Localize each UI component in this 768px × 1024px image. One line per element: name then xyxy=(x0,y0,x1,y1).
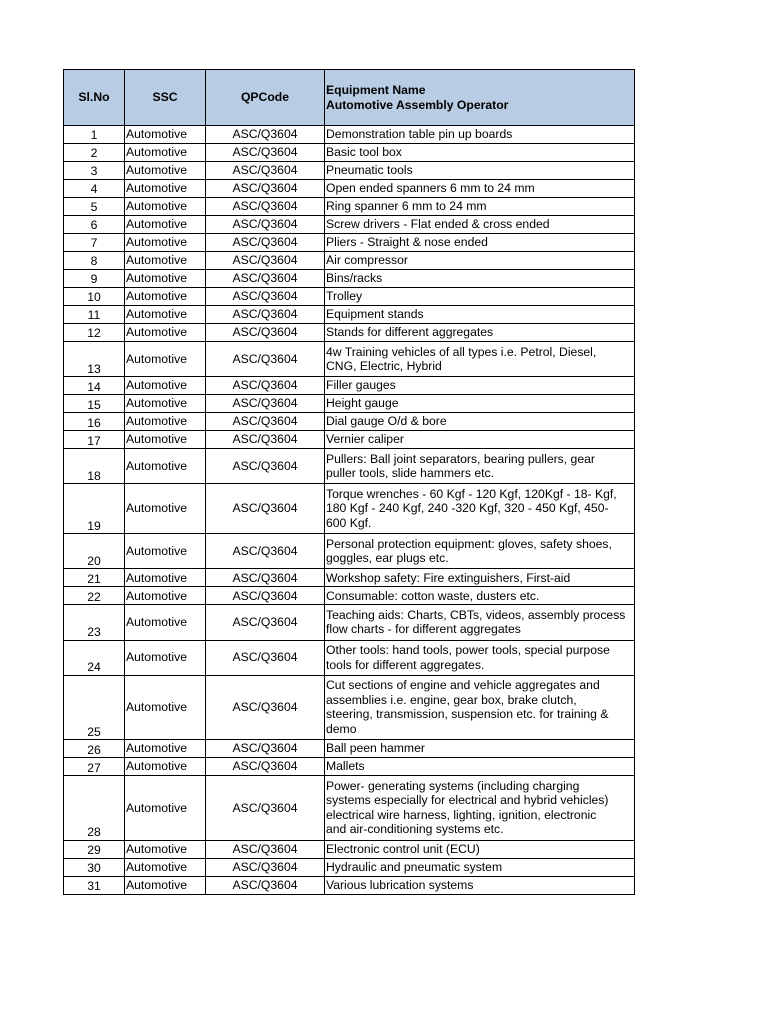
cell-slno: 20 xyxy=(64,534,125,569)
cell-slno: 14 xyxy=(64,377,125,395)
table-row xyxy=(64,306,635,324)
cell-qpcode: ASC/Q3604 xyxy=(206,858,325,876)
cell-slno: 17 xyxy=(64,431,125,449)
table-row xyxy=(64,144,635,162)
table-row xyxy=(64,640,635,675)
table-row xyxy=(64,198,635,216)
cell-ssc: Automotive xyxy=(125,162,206,180)
table-row xyxy=(64,534,635,569)
cell-qpcode: ASC/Q3604 xyxy=(206,270,325,288)
cell-qpcode: ASC/Q3604 xyxy=(206,587,325,605)
cell-qpcode: ASC/Q3604 xyxy=(206,449,325,484)
cell-equipment: Teaching aids: Charts, CBTs, videos, assembly process flow charts - for different aggregates xyxy=(325,605,635,640)
cell-equipment: Bins/racks xyxy=(325,270,635,288)
cell-equipment: Workshop safety: Fire extinguishers, First-aid xyxy=(325,569,635,587)
cell-equipment: Demonstration table pin up boards xyxy=(325,126,635,144)
cell-slno: 24 xyxy=(64,640,125,675)
table-row xyxy=(64,270,635,288)
table-row xyxy=(64,288,635,306)
cell-qpcode: ASC/Q3604 xyxy=(206,288,325,306)
cell-slno: 12 xyxy=(64,324,125,342)
cell-qpcode: ASC/Q3604 xyxy=(206,640,325,675)
cell-slno: 18 xyxy=(64,449,125,484)
table-row xyxy=(64,431,635,449)
cell-slno: 22 xyxy=(64,587,125,605)
cell-slno: 27 xyxy=(64,758,125,776)
header-equipment xyxy=(325,70,635,126)
cell-equipment: Trolley xyxy=(325,288,635,306)
cell-qpcode: ASC/Q3604 xyxy=(206,675,325,739)
cell-slno: 13 xyxy=(64,342,125,377)
cell-qpcode: ASC/Q3604 xyxy=(206,569,325,587)
cell-ssc: Automotive xyxy=(125,758,206,776)
table-row xyxy=(64,449,635,484)
cell-equipment: Other tools: hand tools, power tools, special purpose tools for different aggregates. xyxy=(325,640,635,675)
cell-equipment: Open ended spanners 6 mm to 24 mm xyxy=(325,180,635,198)
cell-ssc: Automotive xyxy=(125,306,206,324)
cell-qpcode: ASC/Q3604 xyxy=(206,144,325,162)
cell-qpcode: ASC/Q3604 xyxy=(206,126,325,144)
cell-slno: 15 xyxy=(64,395,125,413)
cell-qpcode: ASC/Q3604 xyxy=(206,252,325,270)
cell-ssc: Automotive xyxy=(125,413,206,431)
cell-equipment: Torque wrenches - 60 Kgf - 120 Kgf, 120Kgf - 18- Kgf, 180 Kgf - 240 Kgf, 240 -320 Kgf, 320 - 450 Kgf, 450- 600 Kgf. xyxy=(325,484,635,534)
cell-equipment: Mallets xyxy=(325,758,635,776)
cell-equipment: Basic tool box xyxy=(325,144,635,162)
table-row xyxy=(64,377,635,395)
cell-qpcode: ASC/Q3604 xyxy=(206,484,325,534)
cell-ssc: Automotive xyxy=(125,395,206,413)
cell-slno: 3 xyxy=(64,162,125,180)
cell-ssc: Automotive xyxy=(125,270,206,288)
cell-qpcode: ASC/Q3604 xyxy=(206,377,325,395)
cell-qpcode: ASC/Q3604 xyxy=(206,413,325,431)
cell-equipment: Dial gauge O/d & bore xyxy=(325,413,635,431)
table-row xyxy=(64,234,635,252)
cell-qpcode: ASC/Q3604 xyxy=(206,180,325,198)
cell-slno: 21 xyxy=(64,569,125,587)
cell-equipment: Hydraulic and pneumatic system xyxy=(325,858,635,876)
cell-qpcode: ASC/Q3604 xyxy=(206,534,325,569)
table-row xyxy=(64,840,635,858)
cell-equipment: Pneumatic tools xyxy=(325,162,635,180)
cell-slno: 29 xyxy=(64,840,125,858)
cell-slno: 31 xyxy=(64,876,125,894)
table-row xyxy=(64,605,635,640)
cell-ssc: Automotive xyxy=(125,234,206,252)
cell-qpcode: ASC/Q3604 xyxy=(206,234,325,252)
cell-slno: 23 xyxy=(64,605,125,640)
table-row xyxy=(64,484,635,534)
cell-qpcode: ASC/Q3604 xyxy=(206,876,325,894)
cell-slno: 10 xyxy=(64,288,125,306)
cell-ssc: Automotive xyxy=(125,876,206,894)
table-row xyxy=(64,675,635,739)
table-row xyxy=(64,216,635,234)
table-row xyxy=(64,740,635,758)
cell-ssc: Automotive xyxy=(125,252,206,270)
table-row xyxy=(64,324,635,342)
cell-equipment: Personal protection equipment: gloves, safety shoes, goggles, ear plugs etc. xyxy=(325,534,635,569)
cell-slno: 4 xyxy=(64,180,125,198)
cell-slno: 2 xyxy=(64,144,125,162)
cell-slno: 28 xyxy=(64,776,125,840)
cell-slno: 16 xyxy=(64,413,125,431)
cell-ssc: Automotive xyxy=(125,449,206,484)
cell-qpcode: ASC/Q3604 xyxy=(206,216,325,234)
table-row xyxy=(64,758,635,776)
cell-qpcode: ASC/Q3604 xyxy=(206,198,325,216)
table-row xyxy=(64,413,635,431)
cell-ssc: Automotive xyxy=(125,776,206,840)
cell-ssc: Automotive xyxy=(125,840,206,858)
cell-equipment: Pliers - Straight & nose ended xyxy=(325,234,635,252)
cell-qpcode: ASC/Q3604 xyxy=(206,776,325,840)
table-row xyxy=(64,876,635,894)
cell-slno: 11 xyxy=(64,306,125,324)
cell-slno: 7 xyxy=(64,234,125,252)
table-row xyxy=(64,342,635,377)
cell-ssc: Automotive xyxy=(125,858,206,876)
cell-slno: 8 xyxy=(64,252,125,270)
header-ssc: SSC xyxy=(125,70,206,126)
cell-equipment: Ball peen hammer xyxy=(325,740,635,758)
table-row xyxy=(64,776,635,840)
cell-ssc: Automotive xyxy=(125,144,206,162)
cell-qpcode: ASC/Q3604 xyxy=(206,342,325,377)
table-row xyxy=(64,858,635,876)
table-row xyxy=(64,162,635,180)
cell-qpcode: ASC/Q3604 xyxy=(206,324,325,342)
header-slno: Sl.No xyxy=(64,70,125,126)
cell-equipment: Vernier caliper xyxy=(325,431,635,449)
cell-ssc: Automotive xyxy=(125,675,206,739)
equipment-table xyxy=(63,69,635,895)
cell-slno: 6 xyxy=(64,216,125,234)
cell-ssc: Automotive xyxy=(125,377,206,395)
cell-ssc: Automotive xyxy=(125,587,206,605)
cell-equipment: Height gauge xyxy=(325,395,635,413)
cell-qpcode: ASC/Q3604 xyxy=(206,740,325,758)
cell-equipment: Air compressor xyxy=(325,252,635,270)
cell-equipment: Stands for different aggregates xyxy=(325,324,635,342)
header-row xyxy=(64,70,635,126)
table-row xyxy=(64,252,635,270)
cell-ssc: Automotive xyxy=(125,126,206,144)
cell-ssc: Automotive xyxy=(125,288,206,306)
header-equipment-role: Automotive Assembly Operator xyxy=(326,97,509,112)
cell-equipment: Cut sections of engine and vehicle aggregates and assemblies i.e. engine, gear box, brake clutch, steering, transmission, suspension etc. for training & demo xyxy=(325,675,635,739)
cell-ssc: Automotive xyxy=(125,740,206,758)
cell-slno: 1 xyxy=(64,126,125,144)
cell-ssc: Automotive xyxy=(125,180,206,198)
cell-equipment: Power- generating systems (including charging systems especially for electrical and hybrid vehicles) electrical wire harness, lighting, ignition, electronic and air-conditioning systems etc. xyxy=(325,776,635,840)
cell-slno: 26 xyxy=(64,740,125,758)
cell-equipment: Ring spanner 6 mm to 24 mm xyxy=(325,198,635,216)
cell-equipment: Filler gauges xyxy=(325,377,635,395)
cell-qpcode: ASC/Q3604 xyxy=(206,431,325,449)
table-row xyxy=(64,180,635,198)
table-row xyxy=(64,587,635,605)
cell-ssc: Automotive xyxy=(125,569,206,587)
cell-ssc: Automotive xyxy=(125,216,206,234)
cell-qpcode: ASC/Q3604 xyxy=(206,306,325,324)
cell-qpcode: ASC/Q3604 xyxy=(206,758,325,776)
cell-equipment: Consumable: cotton waste, dusters etc. xyxy=(325,587,635,605)
cell-equipment: Various lubrication systems xyxy=(325,876,635,894)
cell-qpcode: ASC/Q3604 xyxy=(206,162,325,180)
header-equipment-name: Equipment Name xyxy=(326,82,426,97)
cell-qpcode: ASC/Q3604 xyxy=(206,605,325,640)
cell-equipment: Electronic control unit (ECU) xyxy=(325,840,635,858)
cell-ssc: Automotive xyxy=(125,431,206,449)
cell-equipment: Pullers: Ball joint separators, bearing pullers, gear puller tools, slide hammers etc. xyxy=(325,449,635,484)
cell-slno: 9 xyxy=(64,270,125,288)
cell-equipment: Equipment stands xyxy=(325,306,635,324)
cell-equipment: 4w Training vehicles of all types i.e. Petrol, Diesel, CNG, Electric, Hybrid xyxy=(325,342,635,377)
cell-ssc: Automotive xyxy=(125,484,206,534)
cell-qpcode: ASC/Q3604 xyxy=(206,395,325,413)
cell-slno: 25 xyxy=(64,675,125,739)
cell-slno: 30 xyxy=(64,858,125,876)
table-row xyxy=(64,395,635,413)
cell-ssc: Automotive xyxy=(125,342,206,377)
table-row xyxy=(64,126,635,144)
cell-ssc: Automotive xyxy=(125,324,206,342)
cell-ssc: Automotive xyxy=(125,605,206,640)
cell-slno: 19 xyxy=(64,484,125,534)
cell-equipment: Screw drivers - Flat ended & cross ended xyxy=(325,216,635,234)
cell-slno: 5 xyxy=(64,198,125,216)
cell-ssc: Automotive xyxy=(125,640,206,675)
cell-ssc: Automotive xyxy=(125,198,206,216)
header-qpcode: QPCode xyxy=(206,70,325,126)
table-body xyxy=(64,126,635,895)
cell-ssc: Automotive xyxy=(125,534,206,569)
cell-qpcode: ASC/Q3604 xyxy=(206,840,325,858)
table-row xyxy=(64,569,635,587)
